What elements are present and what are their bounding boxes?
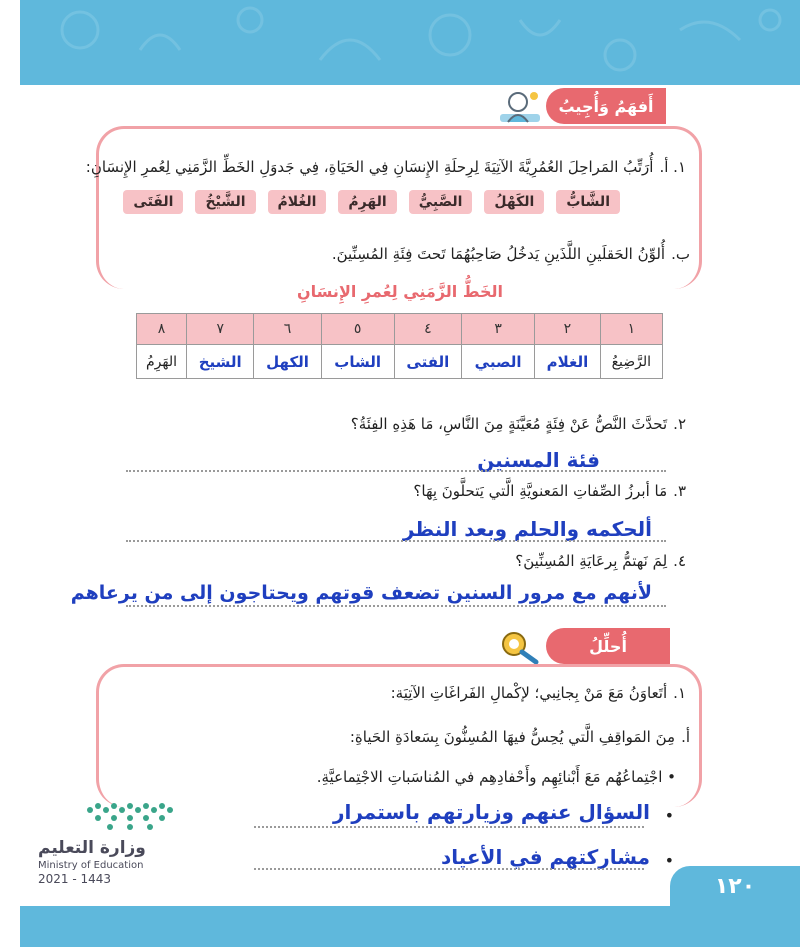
timeline-cell: الرَّضِيعُ	[600, 345, 662, 379]
timeline-number: ٨	[137, 314, 187, 345]
timeline-number: ٤	[394, 314, 461, 345]
logo-year: 2021 - 1443	[38, 872, 112, 886]
timeline-number: ٢	[535, 314, 601, 345]
answer-line	[254, 868, 644, 870]
chip-item: الشَّيْخُ	[195, 190, 255, 214]
question-number: ٤.	[673, 552, 686, 570]
question-number: ١.	[673, 684, 686, 702]
top-banner	[20, 0, 800, 85]
bullet-item	[317, 768, 676, 786]
section-tab-label: أُحلِّلُ	[589, 636, 627, 656]
pattern-decoration	[20, 0, 800, 85]
question-3	[413, 482, 686, 500]
chip-item: الشَّابُّ	[556, 190, 620, 214]
section-tab-understand	[546, 88, 666, 124]
timeline-cell: الغلام	[535, 345, 601, 379]
chip-item: الكَهْلُ	[484, 190, 544, 214]
thinking-person-icon	[496, 88, 544, 126]
question-2-1	[391, 684, 686, 702]
question-number: ٣.	[673, 482, 686, 500]
bullet-dot: •	[664, 806, 674, 825]
question-text: أُلوِّنُ الحَقلَينِ اللَّذَينِ يَدخُلُ صَاحِبُهُمَا تَحتَ فِئَةِ المُسِنِّينَ.	[331, 245, 666, 263]
timeline-cell: الشيخ	[186, 345, 253, 379]
section-tab-label: أَفهَمُ وَأُجِيبُ	[558, 96, 654, 116]
question-number: ب.	[671, 245, 690, 263]
bullet-answer[interactable]: السؤال عنهم وزيارتهم باستمرار	[332, 800, 650, 824]
question-1a	[86, 158, 686, 176]
stage-chips	[123, 190, 620, 214]
answer-3[interactable]: ألحكمه والحلم وبعد النظر	[402, 517, 652, 541]
answer-4[interactable]: لأنهم مع مرور السنين تضعف قوتهم ويحتاجون إلى من يرعاهم	[70, 582, 652, 604]
section-tab-analyze	[546, 628, 670, 664]
timeline-number: ٦	[254, 314, 321, 345]
timeline-number: ٧	[186, 314, 253, 345]
chip-item: الفَتَى	[123, 190, 183, 214]
bullet-dot: •	[662, 768, 676, 786]
timeline-cell: الفتى	[394, 345, 461, 379]
question-text: أُرَتِّبُ المَراحِلَ العُمُرِيَّةَ الآتِيَةَ لِرِحلَةِ الإِنسَانِ فِي الحَيَاةِ، فِي جَدوَلِ الخَطِّ الزَّمَنِي لِعُمرِ الإِنسَانِ:	[85, 158, 654, 176]
question-number: أ.	[681, 728, 690, 746]
answer-line	[254, 826, 644, 828]
logo-english: Ministry of Education	[38, 860, 144, 871]
question-text: أتَعاوَنُ مَعَ مَنْ بِجانِبي؛ لإكْمالِ الفَراغَاتِ الآتِيَة:	[390, 684, 668, 702]
timeline-number: ٣	[462, 314, 535, 345]
answer-2[interactable]: فئة المسنين	[477, 448, 600, 472]
logo-arabic: وزارة التعليم	[38, 838, 146, 858]
bottom-banner	[20, 906, 800, 947]
question-1b	[332, 245, 690, 263]
bullet-text: اجْتِماعُهُم مَعَ أَبْنائِهِم وأَحْفادِهِم في المُناسَباتِ الاجْتِماعيَّةِ.	[316, 768, 663, 786]
timeline-cell: الصبي	[462, 345, 535, 379]
timeline-number: ٥	[321, 314, 394, 345]
question-text: تَحدَّثَ النَّصُّ عَنْ فِئَةٍ مُعَيَّنَةٍ مِنَ النَّاسِ، مَا هَذِهِ الفِئَةُ؟	[350, 415, 668, 433]
question-text: مَا أبرزُ الصِّفاتِ المَعنويَّةِ الَّتي يَتحلَّونَ بِهَا؟	[413, 482, 668, 500]
question-2	[351, 415, 686, 433]
question-4	[515, 552, 686, 570]
chip-item: الغُلامُ	[268, 190, 327, 214]
timeline-cell: الكهل	[254, 345, 321, 379]
timeline-number-row	[137, 314, 663, 345]
timeline-cell: الشاب	[321, 345, 394, 379]
answer-line	[126, 540, 666, 542]
bullet-answer[interactable]: مشاركتهم في الأعياد	[440, 845, 650, 869]
question-2-a	[350, 728, 690, 746]
timeline-title: الخَطُّ الزَّمَنِي لِعُمرِ الإِنسَانِ	[296, 282, 503, 301]
ministry-logo	[36, 800, 206, 890]
bullet-dot: •	[664, 851, 674, 870]
timeline-number: ١	[600, 314, 662, 345]
page-number: ١٢٠	[670, 866, 800, 906]
question-number: ٢.	[673, 415, 686, 433]
timeline-value-row	[137, 345, 663, 379]
magnifier-gear-icon	[496, 628, 544, 666]
question-text: مِنَ المَواقِفِ الَّتي يُحِسُّ فيهَا المُسِنُّونَ بِسَعادَةِ الحَياةِ:	[349, 728, 676, 746]
chip-item: الهَرِمُ	[338, 190, 396, 214]
bullet-item	[440, 845, 674, 870]
timeline-cell: الهَرِمُ	[137, 345, 187, 379]
question-text: لِمَ نَهتمُّ بِرعَايَةِ المُسِنِّينَ؟	[515, 552, 668, 570]
answer-line	[126, 605, 666, 607]
answer-line	[126, 470, 666, 472]
chip-item: الصَّبِيُّ	[409, 190, 473, 214]
question-number: ١. أ.	[659, 158, 686, 176]
ministry-emblem-icon	[80, 800, 180, 834]
bullet-item	[332, 800, 674, 825]
timeline-table	[136, 313, 663, 379]
